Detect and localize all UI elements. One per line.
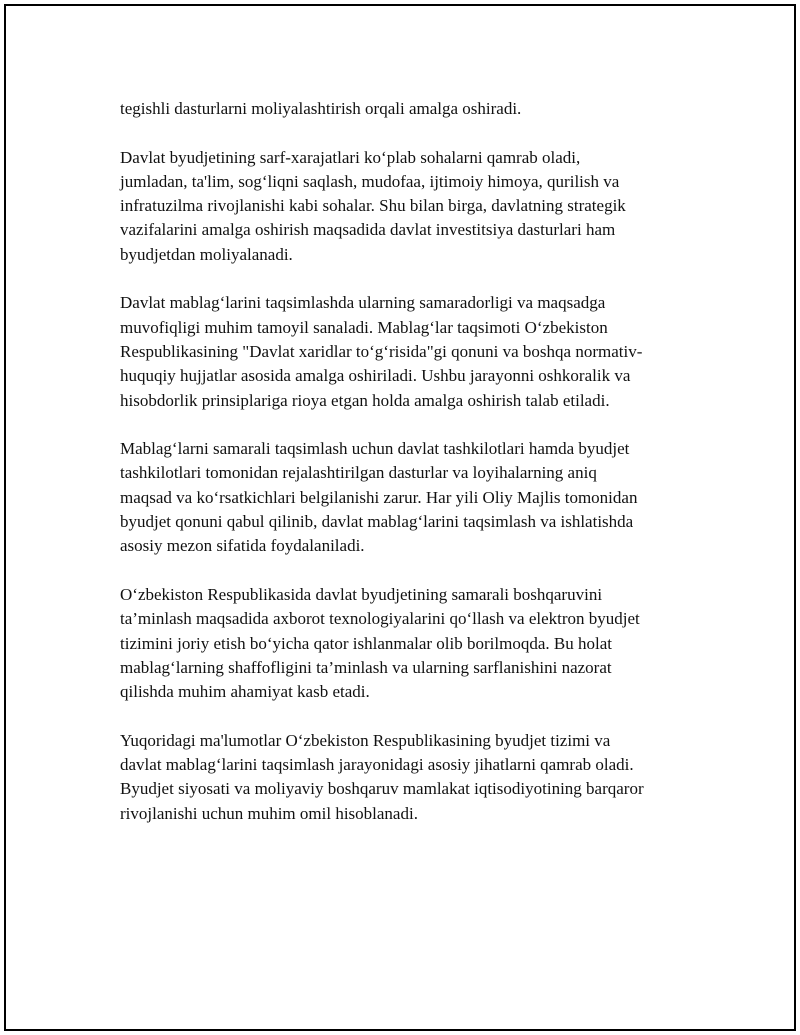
document-body — [120, 97, 710, 850]
paragraph-1: tegishli dasturlarni moliyalashtirish orqali amalga oshiradi. — [120, 99, 522, 118]
paragraph-3: Davlat mablag‘larini taqsimlashda ularning samaradorligi va maqsadga muvofiqligi muhim tamoyil sanaladi. Mablag‘lar taqsimoti O‘zbekiston Respublikasining "Davlat xaridlar to‘g‘risida"gi qonuni va boshqa normativ- huquqiy hujjatlar asosida amalga oshiriladi. Ushbu jarayonni oshkoralik va hisobdorlik prinsiplariga rioya etgan holda amalga oshirish talab etiladi. — [120, 293, 643, 410]
page-frame — [4, 4, 796, 1031]
paragraph-6: Yuqoridagi ma'lumotlar O‘zbekiston Respublikasining byudjet tizimi va davlat mablag‘larini taqsimlash jarayonidagi asosiy jihatlarni qamrab oladi. Byudjet siyosati va moliyaviy boshqaruv mamlakat iqtisodiyotining barqaror rivojlanishi uchun muhim omil hisoblanadi. — [120, 730, 644, 823]
paragraph-4: Mablag‘larni samarali taqsimlash uchun davlat tashkilotlari hamda byudjet tashkilotlari tomonidan rejalashtirilgan dasturlar va loyihalarning aniq maqsad va ko‘rsatkichlari belgilanishi zarur. Har yili Oliy Majlis tomonidan byudjet qonuni qabul qilinib, davlat mablag‘larini taqsimlash va ishlatishda asosiy mezon sifatida foydalaniladi. — [120, 439, 638, 556]
paragraph-5: O‘zbekiston Respublikasida davlat byudjetining samarali boshqaruvini ta’minlash maqsadida axborot texnologiyalarini qo‘llash va elektron byudjet tizimini joriy etish bo‘yicha qator ishlanmalar olib borilmoqda. Bu holat mablag‘larning shaffofligini ta’minlash va ularning sarflanishini nazorat qilishda muhim ahamiyat kasb etadi. — [120, 584, 640, 702]
paragraph-2: Davlat byudjetining sarf-xarajatlari ko‘plab sohalarni qamrab oladi, jumladan, ta'lim, sog‘liqni saqlash, mudofaa, ijtimoiy himoya, qurilish va infratuzilma rivojlanishi kabi sohalar. Shu bilan birga, davlatning strategik vazifalarini amalga oshirish maqsadida davlat investitsiya dasturlari ham byudjetdan moliyalanadi. — [120, 147, 626, 264]
